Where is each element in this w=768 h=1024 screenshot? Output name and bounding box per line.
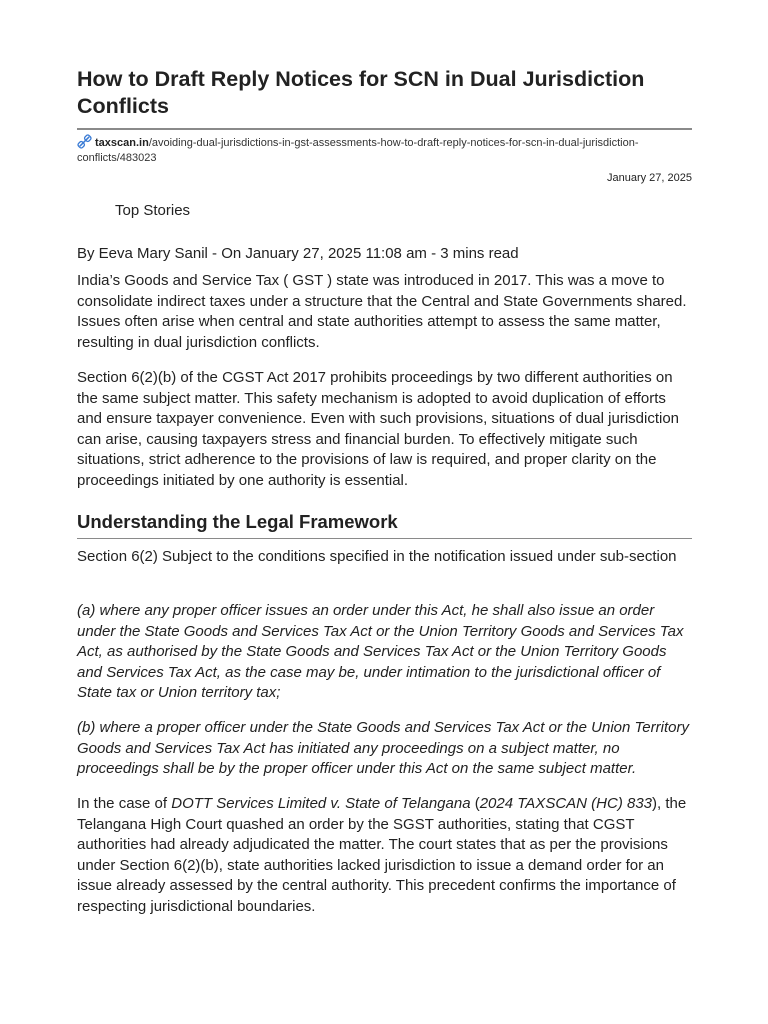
- heading-divider: [77, 538, 692, 539]
- case-name: DOTT Services Limited v. State of Telangana: [171, 795, 471, 812]
- section-heading: Understanding the Legal Framework: [77, 511, 398, 532]
- title-divider: [77, 128, 692, 130]
- quote-clause-b-text: (b) where a proper officer under the State Goods and Services Tax Act or the Union Territory Goods and Services Tax Act has initiated any proceedings on a subject matter, no proceedings shall be by the proper officer under this Act on the same subject matter.: [77, 719, 689, 777]
- article-title: How to Draft Reply Notices for SCN in Dual Jurisdiction Conflicts: [77, 67, 645, 118]
- case-rest: ), the Telangana High Court quashed an order by the SGST authorities, stating that CGST authorities had already adjudicated the matter. The court states that as per the provisions under Section 6(2)(b), state authorities lacked jurisdiction to issue a demand order for an issue already assessed by the central authority. This precedent confirms the importance of respecting jurisdictional boundaries.: [77, 795, 687, 915]
- case-citation: 2024 TAXSCAN (HC) 833: [479, 795, 653, 812]
- case-prefix: In the case of: [77, 795, 172, 812]
- section-tag[interactable]: Top Stories: [115, 202, 191, 219]
- source-domain[interactable]: taxscan.in: [95, 137, 149, 149]
- paragraph-intro: India’s Goods and Service Tax ( GST ) state was introduced in 2017. This was a move to consolidate indirect taxes under a structure that the Central and State Governments shared. Issues often arise when central and state authorities attempt to assess the same matter, resulting in dual jurisdiction conflicts.: [77, 272, 687, 351]
- article-date: January 27, 2025: [606, 172, 692, 184]
- byline: By Eeva Mary Sanil - On January 27, 2025 11:08 am - 3 mins read: [77, 245, 519, 262]
- paragraph-case-law: [77, 794, 692, 917]
- case-mid: (: [470, 795, 480, 812]
- paragraph-section-6-2: Section 6(2) Subject to the conditions specified in the notification issued under sub-section: [77, 548, 677, 565]
- quote-clause-a-text: (a) where any proper officer issues an order under this Act, he shall also issue an order under the State Goods and Services Tax Act or the Union Territory Goods and Services Tax Act, as authorised by the State Goods and Services Tax Act or the Union Territory Goods and Services Tax Act, as the case may be, under intimation to the jurisdictional officer of State tax or Union territory tax;: [77, 602, 684, 701]
- source-path[interactable]: /avoiding-dual-jurisdictions-in-gst-assessments-how-to-draft-reply-notices-for-scn-in-dual-jurisdiction-conflicts/483023: [77, 137, 639, 164]
- source-link[interactable]: [77, 134, 692, 165]
- paragraph-section-6: Section 6(2)(b) of the CGST Act 2017 prohibits proceedings by two different authorities on the same subject matter. This safety mechanism is adopted to avoid duplication of efforts and ensure taxpayer convenience. Even with such provisions, situations of dual jurisdiction can arise, causing taxpayers stress and financial burden. To effectively mitigate such situations, strict adherence to the provisions of law is required, and proper clarity on the proceedings initiated by one authority is essential.: [77, 369, 680, 489]
- quote-clause-a: [77, 601, 692, 704]
- quote-clause-b: [77, 718, 692, 780]
- link-icon: [77, 134, 92, 149]
